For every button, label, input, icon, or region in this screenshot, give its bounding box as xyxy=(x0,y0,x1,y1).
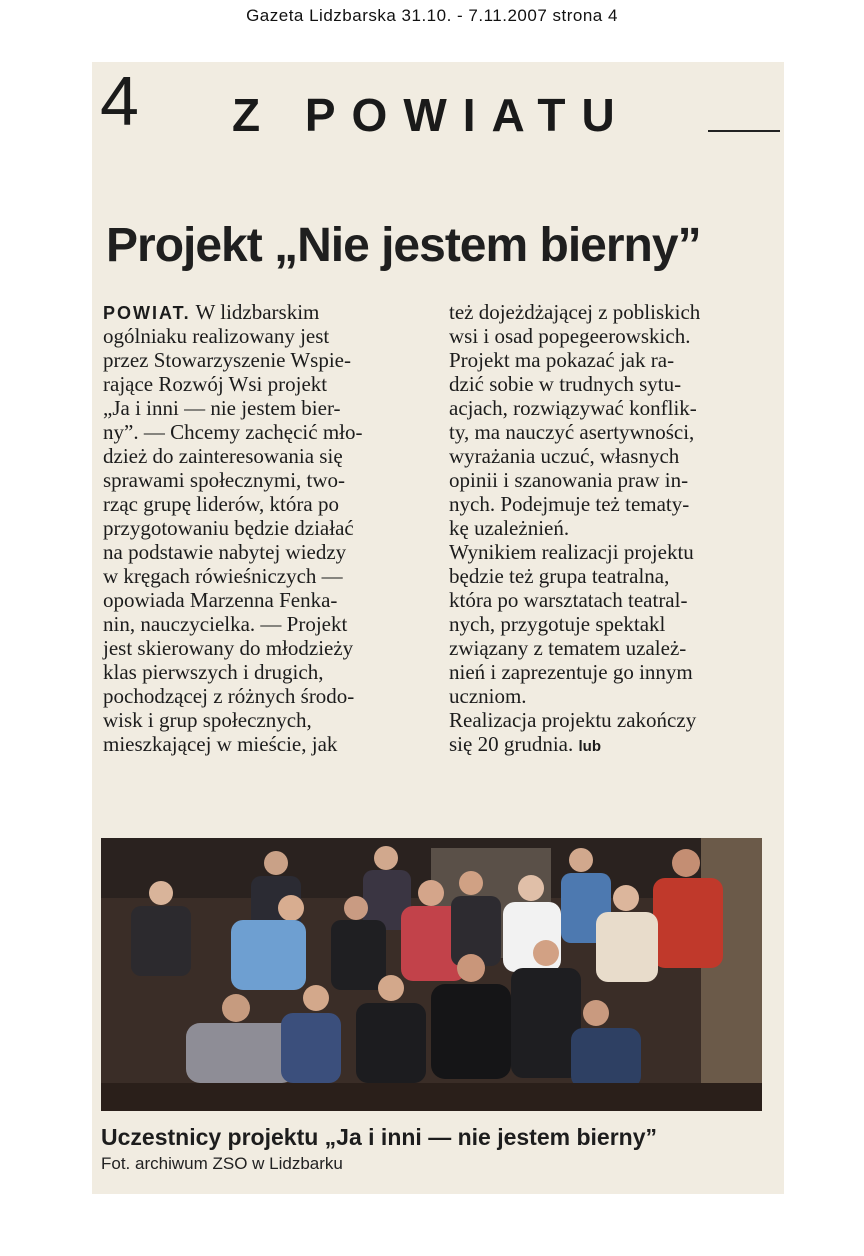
article-line: nych. Podejmuje też tematy- xyxy=(449,492,690,516)
article-line: sprawami społecznymi, two- xyxy=(103,468,346,492)
article-line xyxy=(449,732,761,756)
article-line: wisk i grup społecznych, xyxy=(103,708,312,732)
article-line: klas pierwszych i drugich, xyxy=(103,660,324,684)
article-line: ty, ma nauczyć asertywności, xyxy=(449,420,695,444)
article-line: rząc grupę liderów, która po xyxy=(103,492,339,516)
article-headline: Projekt „Nie jestem bierny” xyxy=(106,219,701,272)
article-column-2 xyxy=(449,300,761,756)
article-line: wsi i osad popegeerowskich. xyxy=(449,324,691,348)
header-note: Gazeta Lidzbarska 31.10. - 7.11.2007 strona 4 xyxy=(246,6,618,25)
article-line: dzić sobie w trudnych sytu- xyxy=(449,372,682,396)
article-line: opinii i szanowania praw in- xyxy=(449,468,689,492)
article-line: przez Stowarzyszenie Wspie- xyxy=(103,348,352,372)
header-rule xyxy=(708,130,780,132)
article-line: pochodzącej z różnych środo- xyxy=(103,684,355,708)
article-line: jest skierowany do młodzieży xyxy=(103,636,354,660)
photo-credit: Fot. archiwum ZSO w Lidzbarku xyxy=(101,1154,343,1173)
article-line: rające Rozwój Wsi projekt xyxy=(103,372,328,396)
article-line: wyrażania uczuć, własnych xyxy=(449,444,680,468)
article-line: kę uzależnień. xyxy=(449,516,570,540)
article-line: nych, przygotuje spektakl xyxy=(449,612,666,636)
article-line: mieszkającej w mieście, jak xyxy=(103,732,338,756)
article-line: nin, nauczycielka. — Projekt xyxy=(103,612,348,636)
article-line: dzież do zainteresowania się xyxy=(103,444,343,468)
article-line: Realizacja projektu zakończy xyxy=(449,708,697,732)
group-photo xyxy=(101,838,762,1111)
photo-caption: Uczestnicy projektu „Ja i inni — nie jestem bierny” xyxy=(101,1124,657,1150)
article-line: przygotowaniu będzie działać xyxy=(103,516,354,540)
article-line: opowiada Marzenna Fenka- xyxy=(103,588,338,612)
article-line: acjach, rozwiązywać konflik- xyxy=(449,396,697,420)
article-line: Projekt ma pokazać jak ra- xyxy=(449,348,675,372)
section-title: Z POWIATU xyxy=(232,89,631,141)
article-line: w kręgach rówieśniczych — xyxy=(103,564,343,588)
article-line: związany z tematem uzależ- xyxy=(449,636,687,660)
article-line: uczniom. xyxy=(449,684,527,708)
article-line: ny”. — Chcemy zachęcić mło- xyxy=(103,420,363,444)
article-kicker: POWIAT. xyxy=(103,303,191,323)
article-line: która po warsztatach teatral- xyxy=(449,588,688,612)
page-number: 4 xyxy=(100,62,139,140)
article-line xyxy=(103,300,409,324)
author-signature: lub xyxy=(578,738,601,755)
article-line: też dojeżdżającej z pobliskich xyxy=(449,300,701,324)
article-line: „Ja i inni — nie jestem bier- xyxy=(103,396,341,420)
article-line: będzie też grupa teatralna, xyxy=(449,564,670,588)
article-line-text: się 20 grudnia. xyxy=(449,732,579,756)
page-margin xyxy=(784,62,864,1194)
article-line: Wynikiem realizacji projektu xyxy=(449,540,694,564)
article-line: na podstawie nabytej wiedzy xyxy=(103,540,347,564)
group-photo-illustration xyxy=(101,838,762,1111)
article-line-text: W lidzbarskim xyxy=(190,300,320,324)
article-line: nień i zaprezentuje go innym xyxy=(449,660,693,684)
article-line: ogólniaku realizowany jest xyxy=(103,324,330,348)
article-column-1 xyxy=(103,300,409,756)
